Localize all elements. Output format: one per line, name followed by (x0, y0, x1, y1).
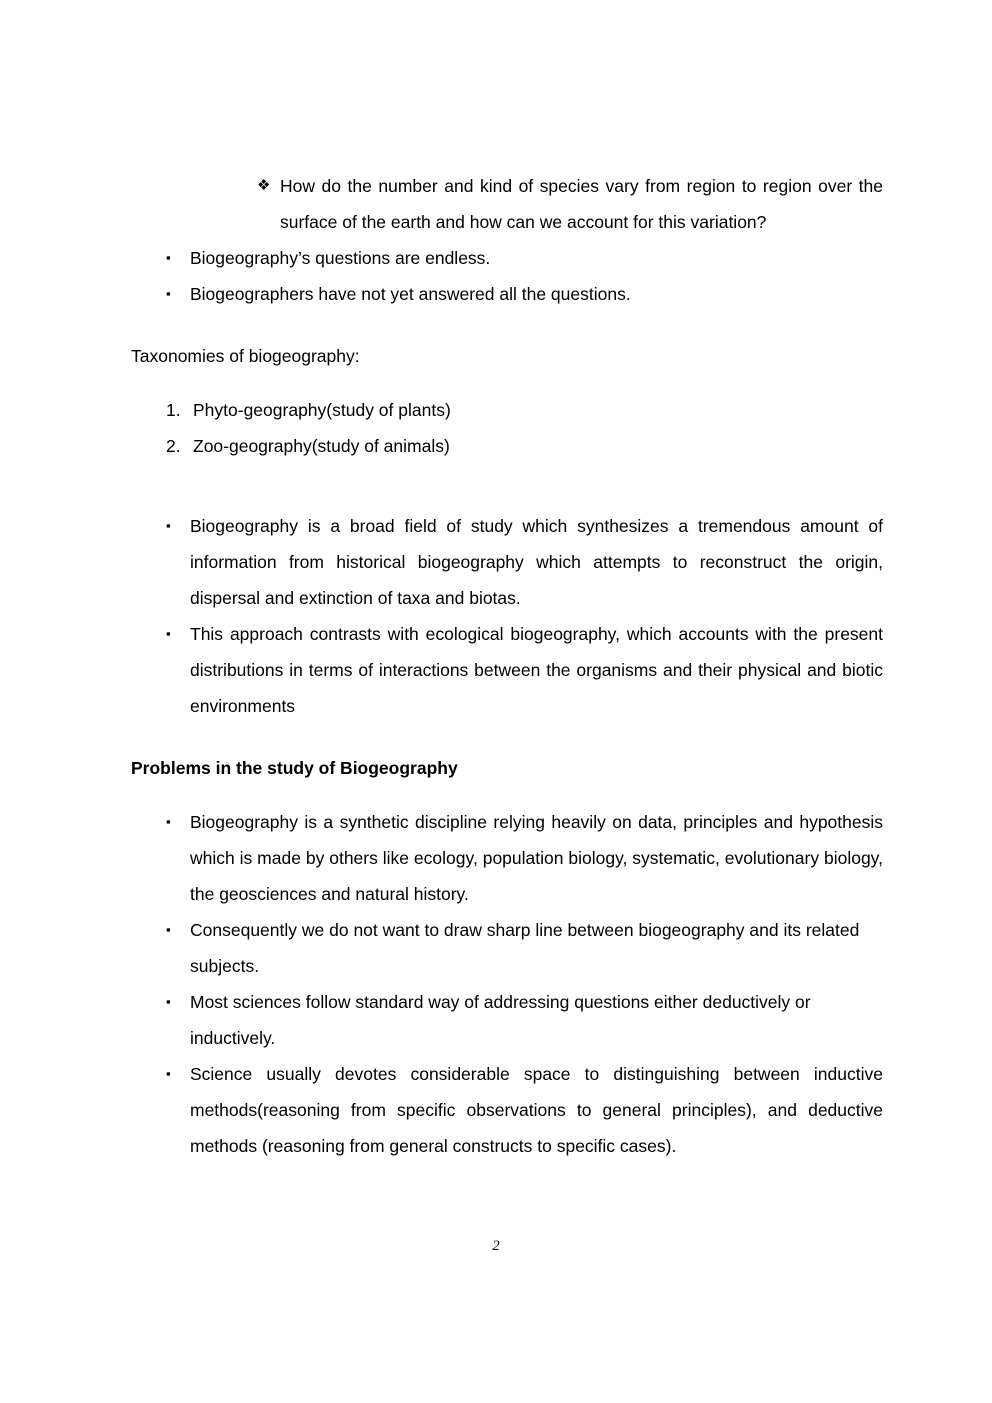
list-item (131, 616, 883, 724)
taxonomies-list (131, 392, 883, 464)
not-answered-text: Biogeographers have not yet answered all the questions. (190, 284, 631, 304)
square-bullet-icon: ▪ (166, 626, 171, 641)
list-item (131, 508, 883, 616)
problem-text: Consequently we do not want to draw sharp line between biogeography and its related subjects. (190, 920, 860, 976)
list-item (131, 1056, 883, 1164)
list-item (131, 240, 883, 276)
list-item (131, 912, 883, 984)
spacer (131, 312, 883, 338)
square-bullet-icon: ▪ (166, 994, 171, 1009)
square-bullet-icon: ▪ (166, 922, 171, 937)
list-item (131, 276, 883, 312)
square-bullet-icon: ▪ (166, 286, 171, 301)
list-item (131, 392, 883, 428)
list-item (131, 984, 883, 1056)
intro-bullet-list (131, 240, 883, 312)
problem-text: Biogeography is a synthetic discipline relying heavily on data, principles and hypothesis which is made by others like ecology, population biology, systematic, evolutionary biology, the geosciences and natural history. (190, 812, 883, 904)
taxonomy-text: Phyto-geography(study of plants) (193, 400, 451, 420)
list-item (131, 804, 883, 912)
page-content (131, 168, 883, 1164)
spacer (131, 786, 883, 804)
problem-text: Science usually devotes considerable space to distinguishing between inductive methods(reasoning from specific observations to general principles), and deductive methods (reasoning from general constructs to specific cases). (190, 1064, 883, 1156)
spacer (131, 464, 883, 508)
question-text: How do the number and kind of species vary from region to region over the surface of the earth and how can we account for this variation? (280, 176, 883, 232)
square-bullet-icon: ▪ (166, 814, 171, 829)
endless-questions-text: Biogeography’s questions are endless. (190, 248, 491, 268)
spacer (131, 724, 883, 750)
square-bullet-icon: ▪ (166, 1066, 171, 1081)
question-list (131, 168, 883, 240)
square-bullet-icon: ▪ (166, 518, 171, 533)
broad-field-text: Biogeography is a broad field of study which synthesizes a tremendous amount of information from historical biogeography which attempts to reconstruct the origin, dispersal and extinction of taxa and biotas. (190, 516, 883, 608)
section-heading: Problems in the study of Biogeography (131, 758, 458, 778)
square-bullet-icon: ▪ (166, 250, 171, 265)
list-item (131, 168, 883, 240)
taxonomy-text: Zoo-geography(study of animals) (193, 436, 450, 456)
approach-contrasts-text: This approach contrasts with ecological biogeography, which accounts with the present distributions in terms of interactions between the organisms and their physical and biotic environments (190, 624, 883, 716)
page-number: 2 (492, 1238, 500, 1254)
scope-bullet-list (131, 508, 883, 724)
problem-text: Most sciences follow standard way of addressing questions either deductively or inductively. (190, 992, 811, 1048)
taxonomies-label: Taxonomies of biogeography: (131, 346, 360, 366)
list-number: 2. (166, 436, 181, 456)
problems-bullet-list (131, 804, 883, 1164)
list-number: 1. (166, 400, 181, 420)
diamond-bullet-icon: ❖ (257, 177, 271, 194)
list-item (131, 428, 883, 464)
spacer (131, 374, 883, 392)
